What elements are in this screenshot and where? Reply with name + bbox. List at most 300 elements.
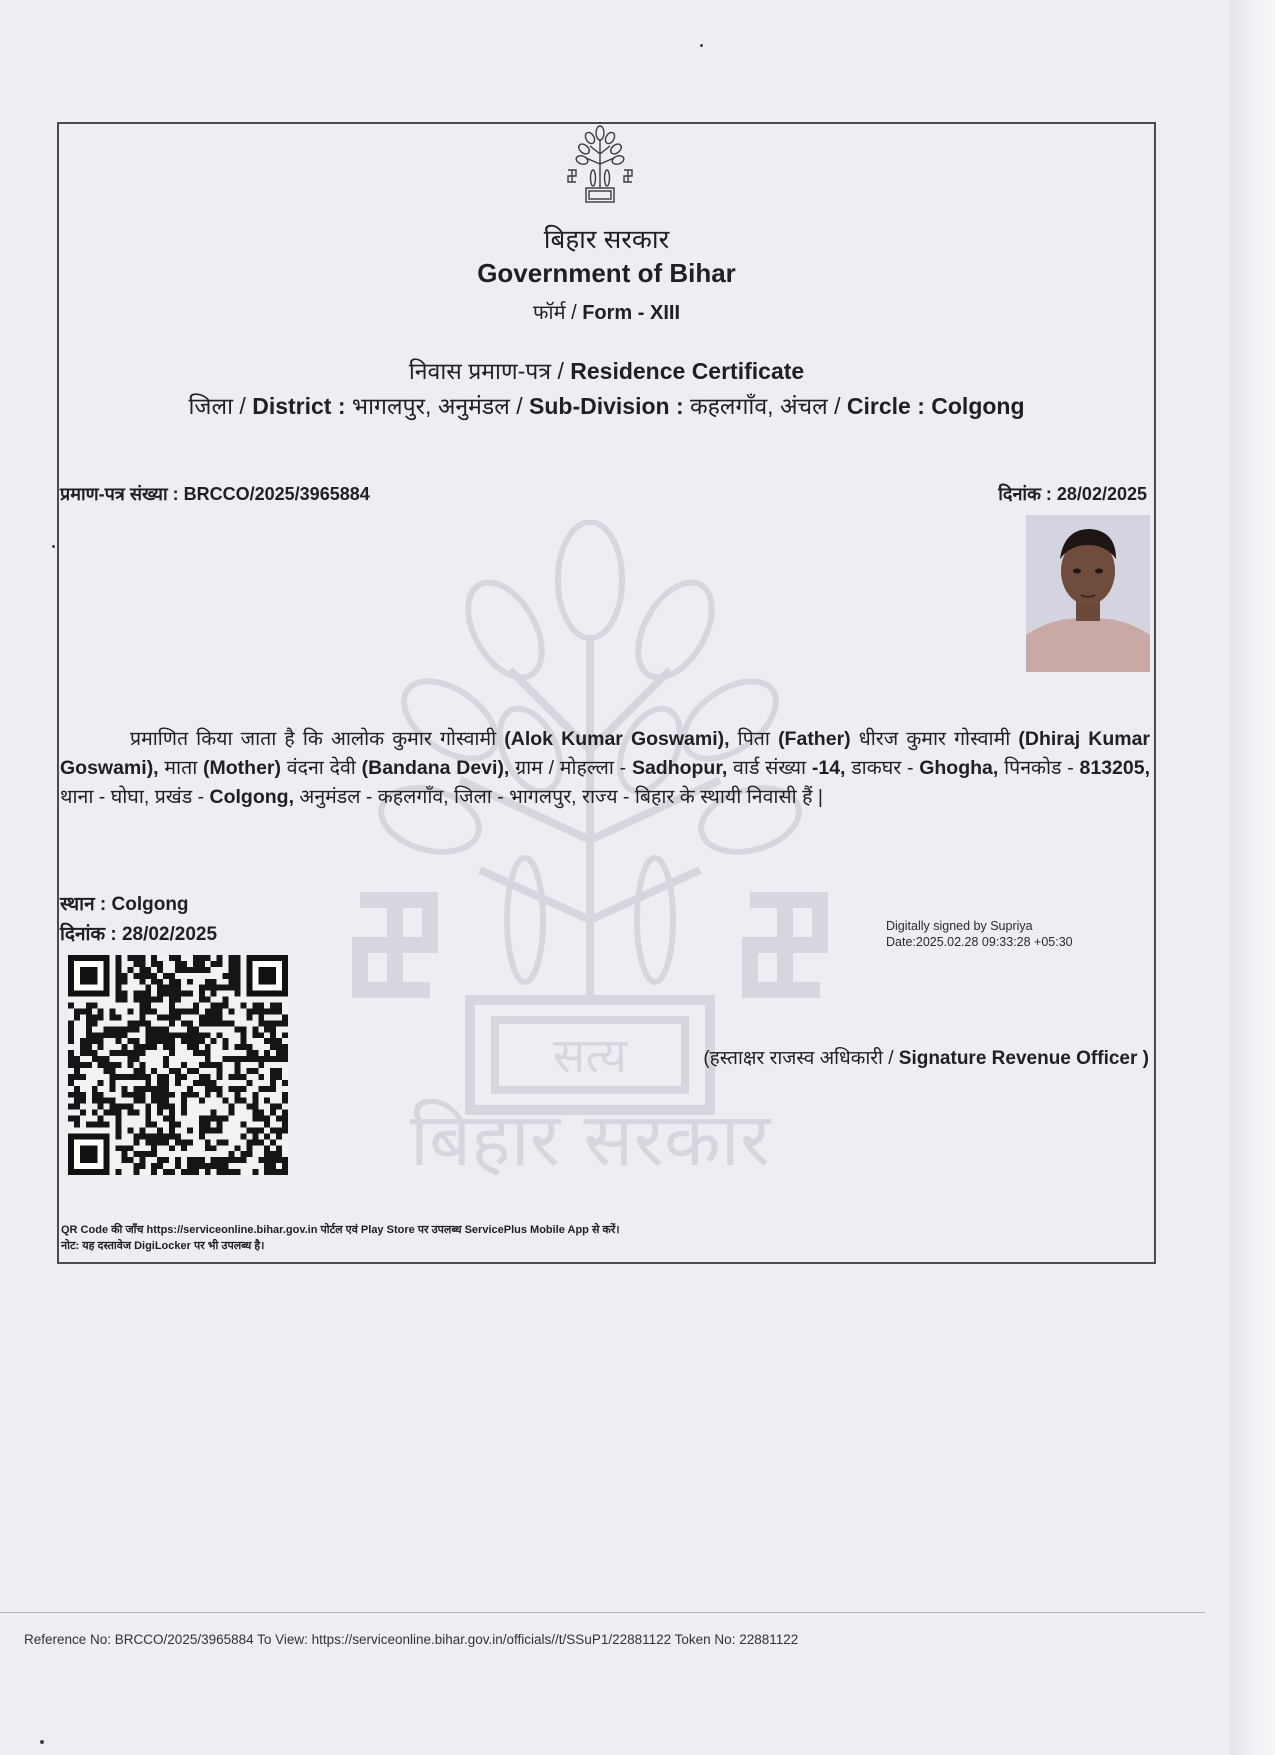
qr-module [193,1032,199,1038]
qr-module [234,961,240,967]
qr-module [145,1133,151,1139]
qr-module [127,1020,133,1026]
qr-module [234,1074,240,1080]
qr-module [104,1032,110,1038]
qr-module [223,985,229,991]
qr-module [127,1038,133,1044]
place-date: दिनांक : 28/02/2025 [60,924,218,945]
qr-module [92,1086,98,1092]
qr-module [240,1151,246,1157]
qr-module [264,1038,270,1044]
qr-module [175,991,181,997]
qr-module [145,1104,151,1110]
qr-module [133,1038,139,1044]
qr-module [276,1151,282,1157]
qr-module [122,1050,128,1056]
qr-module [234,1098,240,1104]
qr-module [199,1133,205,1139]
qr-module [187,1068,193,1074]
scan-speck [40,1740,44,1744]
qr-module [229,1056,235,1062]
qr-module [116,961,122,967]
qr-module [92,1098,98,1104]
qr-module [229,1009,235,1015]
qr-module [276,1116,282,1122]
qr-module [151,1121,157,1127]
qr-module [86,1003,92,1009]
qr-module [199,991,205,997]
qr-module [240,1074,246,1080]
qr-module [163,1014,169,1020]
qr-module [264,1020,270,1026]
qr-module [181,1104,187,1110]
qr-module [211,1086,217,1092]
qr-module [252,1127,258,1133]
qr-module [234,979,240,985]
qr-module [169,1116,175,1122]
qr-module [199,967,205,973]
qr-module [163,1098,169,1104]
qr-module [234,955,240,961]
qr-module [205,1127,211,1133]
qr-module [145,1110,151,1116]
qr-module [98,1098,104,1104]
qr-module [264,1163,270,1169]
signature-label [703,1044,1149,1070]
qr-module [133,955,139,961]
qr-module [187,1092,193,1098]
qr-module [104,1098,110,1104]
qr-module [98,1038,104,1044]
qr-module [145,1020,151,1026]
qr-module [92,1003,98,1009]
qr-module [187,1139,193,1145]
qr-module [92,1032,98,1038]
qr-module [145,973,151,979]
qr-module [169,1110,175,1116]
qr-module [246,1151,252,1157]
qr-module [163,1056,169,1062]
qr-module [157,985,163,991]
qr-module [157,1014,163,1020]
qr-module [151,1145,157,1151]
qr-module [217,1157,223,1163]
qr-module [116,1104,122,1110]
qr-module [175,1032,181,1038]
qr-module [169,1169,175,1175]
qr-module [211,1145,217,1151]
qr-module [258,1074,264,1080]
qr-module [74,1074,80,1080]
qr-module [151,1009,157,1015]
body-intro: प्रमाणित किया जाता है कि आलोक कुमार गोस्वामी [130,728,497,750]
qr-module [145,1038,151,1044]
qr-module [86,1062,92,1068]
qr-module [80,1009,86,1015]
qr-module [175,997,181,1003]
paper-edge [1230,0,1275,1755]
body-post-label: डाकघर - [851,757,914,779]
signature-label-hindi: (हस्ताक्षर राजस्व अधिकारी / [703,1048,894,1069]
qr-module [181,1139,187,1145]
qr-module [252,1032,258,1038]
qr-module [122,1157,128,1163]
qr-finder-pattern [258,967,276,985]
qr-module [175,1080,181,1086]
qr-module [193,1163,199,1169]
qr-module [234,1068,240,1074]
qr-module [175,967,181,973]
qr-module [193,1003,199,1009]
qr-module [264,1056,270,1062]
qr-module [157,961,163,967]
qr-module [205,1032,211,1038]
qr-module [151,1163,157,1169]
qr-module [199,997,205,1003]
qr-module [282,1080,288,1086]
qr-module [205,955,211,961]
qr-module [133,1020,139,1026]
qr-module [133,1086,139,1092]
qr-module [110,1009,116,1015]
qr-module [229,1020,235,1026]
qr-module [229,1086,235,1092]
qr-module [234,1044,240,1050]
qr-module [217,1163,223,1169]
qr-module [211,979,217,985]
qr-module [223,1044,229,1050]
qr-module [145,1116,151,1122]
qr-module [187,1009,193,1015]
qr-module [175,1121,181,1127]
qr-module [181,1038,187,1044]
qr-module [98,1080,104,1086]
qr-module [223,1163,229,1169]
body-pincode-label: पिनकोड - [1004,757,1074,779]
qr-code[interactable] [68,955,288,1175]
qr-module [223,997,229,1003]
qr-module [151,1139,157,1145]
qr-module [110,1026,116,1032]
qr-module [116,979,122,985]
qr-module [234,1157,240,1163]
qr-module [193,1169,199,1175]
pincode: 813205, [1079,757,1150,779]
qr-module [240,1056,246,1062]
qr-module [157,1133,163,1139]
qr-module [270,1032,276,1038]
qr-module [229,973,235,979]
qr-module [74,1092,80,1098]
qr-module [270,1151,276,1157]
qr-module [127,1074,133,1080]
qr-module [252,1026,258,1032]
qr-module [157,1163,163,1169]
qr-module [98,1009,104,1015]
qr-module [240,1098,246,1104]
qr-module [80,1074,86,1080]
body-father-name-hindi: धीरज कुमार गोस्वामी [858,728,1011,750]
qr-module [276,1133,282,1139]
qr-module [199,1080,205,1086]
qr-module [252,1104,258,1110]
qr-module [234,985,240,991]
qr-module [157,1098,163,1104]
qr-module [163,1139,169,1145]
qr-module [240,1086,246,1092]
qr-module [252,1098,258,1104]
qr-module [157,979,163,985]
qr-module [276,1003,282,1009]
qr-module [205,1044,211,1050]
qr-module [205,1169,211,1175]
qr-module [223,1157,229,1163]
qr-module [116,991,122,997]
qr-module [157,1139,163,1145]
qr-module [86,1032,92,1038]
qr-module [211,1003,217,1009]
qr-module [98,1062,104,1068]
qr-module [68,1026,74,1032]
qr-module [199,1116,205,1122]
qr-module [199,1098,205,1104]
qr-module [282,1056,288,1062]
qr-module [157,1086,163,1092]
qr-module [139,1133,145,1139]
qr-module [175,979,181,985]
qr-module [157,1157,163,1163]
qr-module [74,1014,80,1020]
qr-module [169,997,175,1003]
qr-module [282,1163,288,1169]
qr-module [169,1145,175,1151]
qr-module [187,1026,193,1032]
qr-module [169,1038,175,1044]
qr-module [80,1110,86,1116]
qr-module [264,1121,270,1127]
qr-module [74,1086,80,1092]
qr-module [169,955,175,961]
qr-module [276,1169,282,1175]
qr-module [270,1056,276,1062]
qr-module [205,1145,211,1151]
qr-module [139,961,145,967]
qr-module [80,1092,86,1098]
qr-module [145,1080,151,1086]
qr-module [92,1110,98,1116]
qr-module [199,1020,205,1026]
qr-module [157,997,163,1003]
form-number: Form - XIII [582,302,681,324]
qr-module [116,985,122,991]
qr-module [104,1062,110,1068]
qr-module [175,955,181,961]
qr-module [270,1080,276,1086]
qr-module [139,1151,145,1157]
certificate-title [57,354,1156,386]
body-mother-hindi: माता [164,757,198,779]
qr-module [157,967,163,973]
qr-module [74,1009,80,1015]
qr-module [181,1074,187,1080]
qr-module [217,1062,223,1068]
qr-module [151,1086,157,1092]
qr-module [246,1139,252,1145]
qr-module [151,997,157,1003]
qr-module [246,1044,252,1050]
qr-module [157,1110,163,1116]
ward-number: -14, [811,757,846,779]
qr-module [193,955,199,961]
qr-module [276,1044,282,1050]
qr-module [133,1026,139,1032]
qr-module [181,1032,187,1038]
qr-module [264,1026,270,1032]
qr-module [116,1110,122,1116]
qr-module [240,1044,246,1050]
qr-module [276,1038,282,1044]
qr-module [151,1068,157,1074]
qr-module [157,1104,163,1110]
qr-module [187,1038,193,1044]
qr-module [258,1157,264,1163]
qr-module [199,1121,205,1127]
qr-module [68,1062,74,1068]
qr-module [175,1157,181,1163]
qr-module [169,1104,175,1110]
qr-module [86,1121,92,1127]
qr-module [163,1062,169,1068]
qr-module [127,967,133,973]
qr-module [68,1038,74,1044]
district-value: भागलपुर, अनुमंडल / [351,393,523,419]
government-title: Government of Bihar [477,258,736,288]
qr-module [68,1056,74,1062]
qr-module [122,973,128,979]
qr-module [264,1098,270,1104]
qr-module [139,1044,145,1050]
qr-module [276,1145,282,1151]
qr-module [104,1056,110,1062]
qr-module [246,1050,252,1056]
digital-signature-info [886,918,1073,950]
qr-module [223,1139,229,1145]
qr-module [163,1133,169,1139]
qr-module [157,1092,163,1098]
watermark-emblem-text: सत्य [552,1030,628,1083]
place-text: स्थान : Colgong [60,894,189,915]
qr-module [234,967,240,973]
qr-module [270,1044,276,1050]
qr-module [229,1104,235,1110]
qr-module [122,1026,128,1032]
qr-module [199,961,205,967]
qr-module [258,1116,264,1122]
qr-module [234,1169,240,1175]
qr-module [145,1121,151,1127]
qr-module [270,1139,276,1145]
qr-module [80,1098,86,1104]
qr-module [133,1050,139,1056]
qr-module [151,1092,157,1098]
qr-module [211,991,217,997]
qr-module [193,1044,199,1050]
qr-module [270,1038,276,1044]
qr-module [282,1110,288,1116]
qr-module [151,1032,157,1038]
qr-module [169,1020,175,1026]
qr-module [122,979,128,985]
qr-module [92,1020,98,1026]
qr-module [205,1080,211,1086]
qr-module [276,1068,282,1074]
qr-module [175,1163,181,1169]
qr-module [74,1062,80,1068]
qr-module [139,973,145,979]
qr-module [92,1056,98,1062]
qr-module [98,1121,104,1127]
qr-module [139,997,145,1003]
qr-module [193,1026,199,1032]
qr-module [122,1092,128,1098]
form-label [57,298,1156,325]
qr-module [187,1020,193,1026]
qr-module [234,973,240,979]
qr-module [175,1068,181,1074]
qr-module [187,1157,193,1163]
qr-module [169,1032,175,1038]
form-prefix: फॉर्म / [532,302,577,324]
qr-module [205,1116,211,1122]
qr-module [223,1056,229,1062]
qr-module [127,1145,133,1151]
qr-module [229,979,235,985]
qr-module [264,1145,270,1151]
qr-module [252,1056,258,1062]
qr-module [217,1074,223,1080]
qr-module [181,967,187,973]
qr-module [116,1014,122,1020]
qr-module [86,1044,92,1050]
qr-module [122,1074,128,1080]
qr-module [234,991,240,997]
qr-module [139,1074,145,1080]
qr-module [127,1062,133,1068]
qr-module [145,967,151,973]
qr-module [116,1116,122,1122]
qr-module [181,1098,187,1104]
qr-module [145,1139,151,1145]
body-father-hindi: पिता [737,728,770,750]
qr-module [252,1050,258,1056]
qr-module [282,1127,288,1133]
qr-module [199,1050,205,1056]
qr-module [122,1044,128,1050]
qr-module [175,1074,181,1080]
applicant-name: (Alok Kumar Goswami), [504,728,730,750]
qr-module [276,1127,282,1133]
qr-module [110,1062,116,1068]
qr-module [151,1133,157,1139]
qr-module [193,961,199,967]
qr-module [276,1020,282,1026]
qr-module [270,1157,276,1163]
qr-module [205,1009,211,1015]
qr-module [246,1014,252,1020]
qr-module [104,1110,110,1116]
qr-module [205,997,211,1003]
qr-module [169,1133,175,1139]
